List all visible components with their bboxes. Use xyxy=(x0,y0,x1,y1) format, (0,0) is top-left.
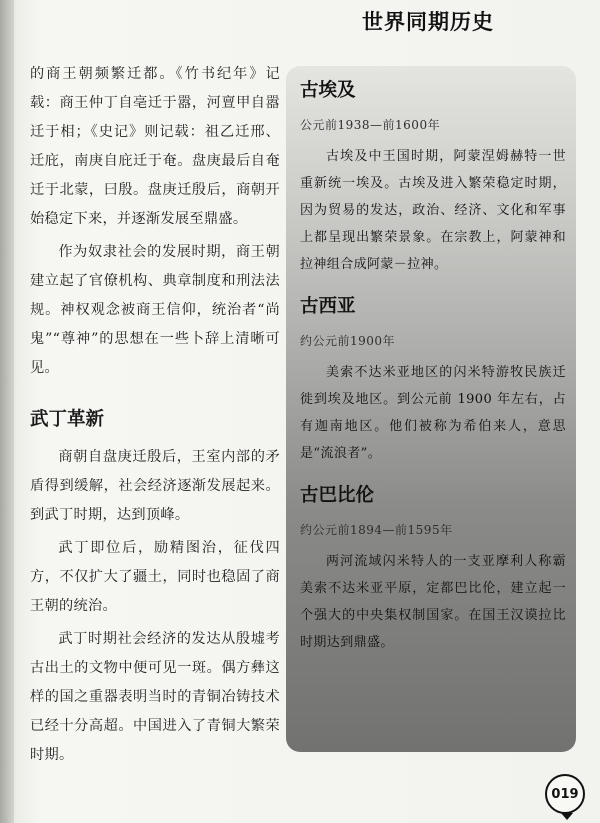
page-number-badge: 019 xyxy=(545,774,585,814)
paragraph-3: 商朝自盘庚迁殷后，王室内部的矛盾得到缓解，社会经济逐渐发展起来。到武丁时期，达到顶峰。 xyxy=(30,449,280,523)
sidebar-section-egypt xyxy=(300,78,566,278)
section-body: 两河流域闪米特人的一支亚摩利人称霸美索不达米亚平原，定都巴比伦，建立起一个强大的中央集权制国家。在国王汉谟拉比时期达到鼎盛。 xyxy=(300,554,566,650)
main-text-column xyxy=(30,60,280,770)
section-body: 古埃及中王国时期，阿蒙涅姆赫特一世重新统一埃及。古埃及进入繁荣稳定时期，因为贸易的发达，政治、经济、文化和军事上都呈现出繁荣景象。在宗教上，阿蒙神和拉神组合成阿蒙－拉神。 xyxy=(300,149,566,272)
section-date: 约公元前1900年 xyxy=(300,334,396,348)
section-heading-wuding: 武丁革新 xyxy=(30,409,105,430)
world-history-sidebar xyxy=(286,66,576,752)
section-date: 公元前1938—前1600年 xyxy=(300,118,441,132)
sidebar-section-west-asia xyxy=(300,294,566,467)
paragraph-2: 作为奴隶社会的发展时期，商王朝建立起了官僚机构、典章制度和刑法法规。神权观念被商王信仰，统治者“尚鬼”“尊神”的思想在一些卜辞上清晰可见。 xyxy=(30,244,280,376)
section-body: 美索不达米亚地区的闪米特游牧民族迁徙到埃及地区。到公元前 1900 年左右，占有迦南地区。他们被称为希伯来人，意思是“流浪者”。 xyxy=(300,365,566,461)
section-date: 约公元前1894—前1595年 xyxy=(300,523,453,537)
paragraph-4: 武丁即位后，励精图治，征伐四方，不仅扩大了疆土，同时也稳固了商王朝的统治。 xyxy=(30,540,280,614)
paragraph-1: 的商王朝频繁迁都。《竹书纪年》记载：商王仲丁自亳迁于嚣，河亶甲自嚣迁于相；《史记》则记载：祖乙迁邢、迁庇，南庚自庇迁于奄。盘庚最后自奄迁于北蒙，曰殷。盘庚迁殷后，商朝开始稳定下来，并逐渐发展至鼎盛。 xyxy=(30,66,280,227)
section-title: 古埃及 xyxy=(300,80,356,101)
page-header-title: 世界同期历史 xyxy=(362,10,494,34)
section-title: 古西亚 xyxy=(300,296,356,317)
book-binding xyxy=(0,0,14,823)
paragraph-5: 武丁时期社会经济的发达从殷墟考古出土的文物中便可见一斑。偶方彝这样的国之重器表明当时的青铜冶铸技术已经十分高超。中国进入了青铜大繁荣时期。 xyxy=(30,631,280,763)
section-title: 古巴比伦 xyxy=(300,485,375,506)
sidebar-section-babylon xyxy=(300,483,566,656)
